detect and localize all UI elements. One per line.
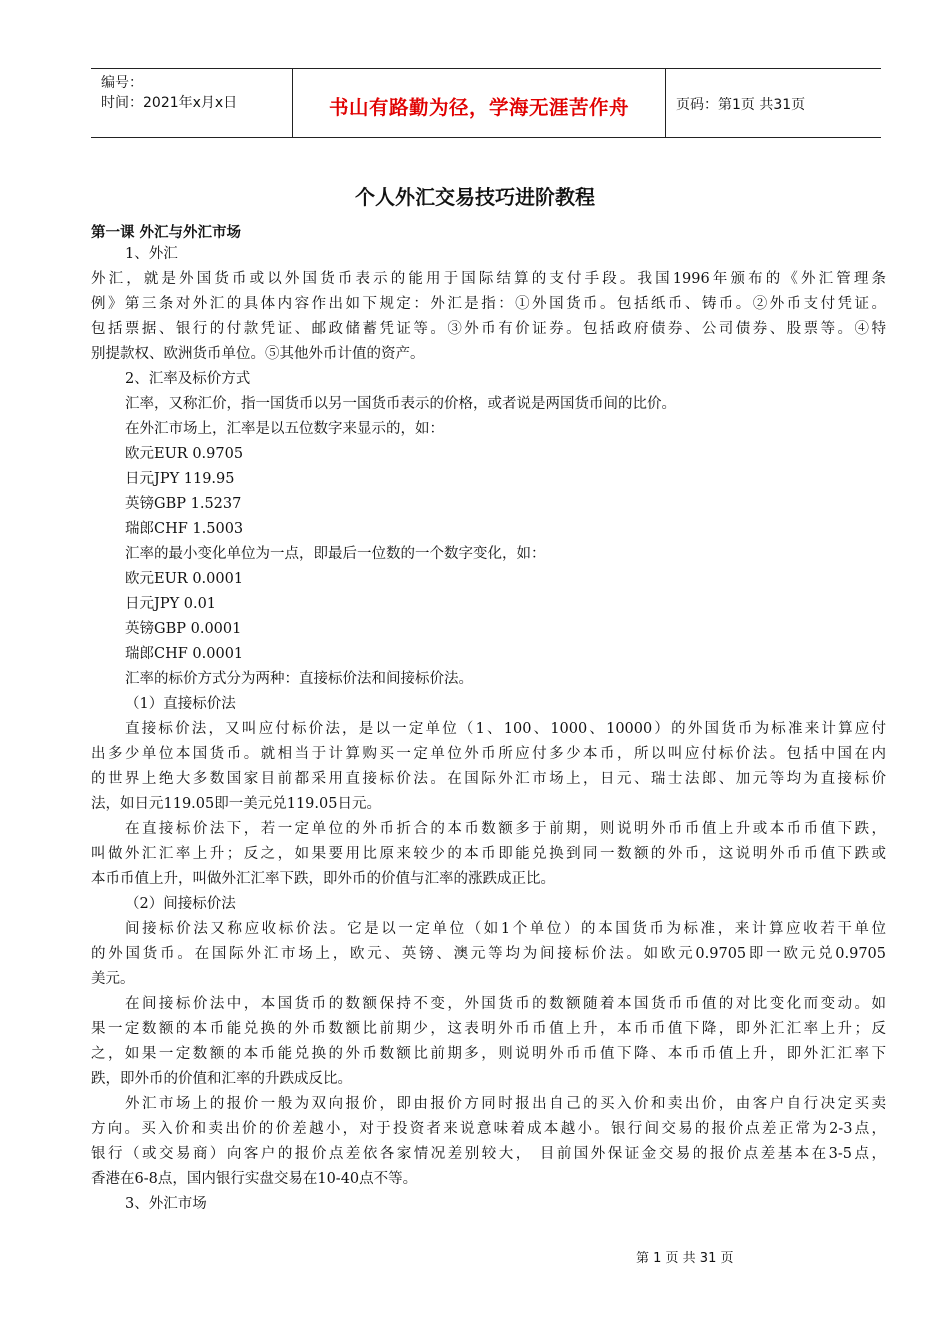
section-heading-forex: 1、外汇	[125, 246, 178, 262]
body-line: 在间接标价法中，本国货币的数额保持不变，外国货币的数额随着本国货币币值的对比变化而变动。如	[125, 996, 886, 1012]
body-line: 在外汇市场上，汇率是以五位数字来显示的，如：	[125, 421, 444, 437]
body-line: 汇率的标价方式分为两种：直接标价法和间接标价法。	[125, 671, 473, 687]
body-line: 外汇，就是外国货币或以外国货币表示的能用于国际结算的支付手段。我国1996年颁布的《外汇管理条	[91, 271, 886, 287]
body-line: 银行（或交易商）向客户的报价点差依各家情况差别较大， 目前国外保证金交易的报价点差基本在3-5点，	[91, 1146, 886, 1162]
body-line: 直接标价法，又叫应付标价法，是以一定单位（1、100、1000、10000）的外国货币为标准来计算应付	[125, 721, 886, 737]
time-label: 时间：2021年x月x日	[101, 95, 238, 111]
subheading-indirect-quote: （2）间接标价法	[125, 896, 236, 912]
body-line: 方向。买入价和卖出价的价差越小，对于投资者来说意味着成本越小。银行间交易的报价点差正常为2-3点，	[91, 1121, 886, 1137]
header-page-cell	[667, 69, 881, 137]
body-line: 别提款权、欧洲货币单位。⑤其他外币计值的资产。	[91, 346, 425, 362]
body-line: 之，如果一定数额的本币能兑换的外币数额比前期多，则说明外币币值下降、本币币值上升，即外汇汇率下	[91, 1046, 886, 1062]
point-example: 瑞郎CHF 0.0001	[125, 646, 244, 662]
body-line: 法，如日元119.05即一美元兑119.05日元。	[91, 796, 381, 812]
body-line: 间接标价法又称应收标价法。它是以一定单位（如1个单位）的本国货币为标准，来计算应收若干单位	[125, 921, 886, 937]
body-line: 出多少单位本国货币。就相当于计算购买一定单位外币所应付多少本币，所以叫应付标价法。包括中国在内	[91, 746, 886, 762]
page-header	[91, 68, 881, 138]
body-line: 包括票据、银行的付款凭证、邮政储蓄凭证等。③外币有价证券。包括政府债券、公司债券、股票等。④特	[91, 321, 886, 337]
body-line: 香港在6-8点，国内银行实盘交易在10-40点不等。	[91, 1171, 418, 1187]
page-number-label: 页码：第1页 共31页	[676, 97, 806, 113]
body-line: 外汇市场上的报价一般为双向报价，即由报价方同时报出自己的买入价和卖出价，由客户自行决定买卖	[125, 1096, 886, 1112]
body-line: 在直接标价法下，若一定单位的外币折合的本币数额多于前期，则说明外币币值上升或本币币值下跌，	[125, 821, 886, 837]
point-example: 欧元EUR 0.0001	[125, 571, 244, 587]
serial-label: 编号：	[101, 75, 143, 91]
page-footer: 第 1 页 共 31 页	[636, 1251, 734, 1266]
rate-example: 英镑GBP 1.5237	[125, 496, 242, 512]
body-line: 本币币值上升，叫做外汇汇率下跌，即外币的价值与汇率的涨跌成正比。	[91, 871, 555, 887]
body-line: 跌，即外币的价值和汇率的升跌成反比。	[91, 1071, 352, 1087]
header-motto-cell	[293, 69, 666, 137]
section-heading-rate: 2、汇率及标价方式	[125, 371, 251, 387]
body-line: 的世界上绝大多数国家目前都采用直接标价法。在国际外汇市场上，日元、瑞士法郎、加元等均为直接标价	[91, 771, 886, 787]
rate-example: 欧元EUR 0.9705	[125, 446, 244, 462]
document-title: 个人外汇交易技巧进阶教程	[355, 185, 595, 209]
body-line: 美元。	[91, 971, 135, 987]
header-info-cell	[91, 69, 293, 137]
point-example: 英镑GBP 0.0001	[125, 621, 242, 637]
section-heading-market: 3、外汇市场	[125, 1196, 207, 1212]
body-line: 汇率的最小变化单位为一点，即最后一位数的一个数字变化，如：	[125, 546, 546, 562]
header-motto: 书山有路勤为径，学海无涯苦作舟	[328, 96, 629, 119]
body-line: 果一定数额的本币能兑换的外币数额比前期少，这表明外币币值上升，本币币值下降，即外汇汇率上升；反	[91, 1021, 886, 1037]
body-line: 例》第三条对外汇的具体内容作出如下规定：外汇是指：①外国货币。包括纸币、铸币。②外币支付凭证。	[91, 296, 886, 312]
rate-example: 瑞郎CHF 1.5003	[125, 521, 244, 537]
body-line: 的外国货币。在国际外汇市场上，欧元、英镑、澳元等均为间接标价法。如欧元0.9705即一欧元兑0.9705	[91, 946, 886, 962]
point-example: 日元JPY 0.01	[125, 596, 217, 612]
body-line: 叫做外汇汇率上升；反之，如果要用比原来较少的本币即能兑换到同一数额的外币，这说明外币币值下跌或	[91, 846, 886, 862]
subheading-direct-quote: （1）直接标价法	[125, 696, 236, 712]
rate-example: 日元JPY 119.95	[125, 471, 235, 487]
lesson-heading: 第一课 外汇与外汇市场	[91, 225, 242, 241]
body-line: 汇率，又称汇价，指一国货币以另一国货币表示的价格，或者说是两国货币间的比价。	[125, 396, 676, 412]
